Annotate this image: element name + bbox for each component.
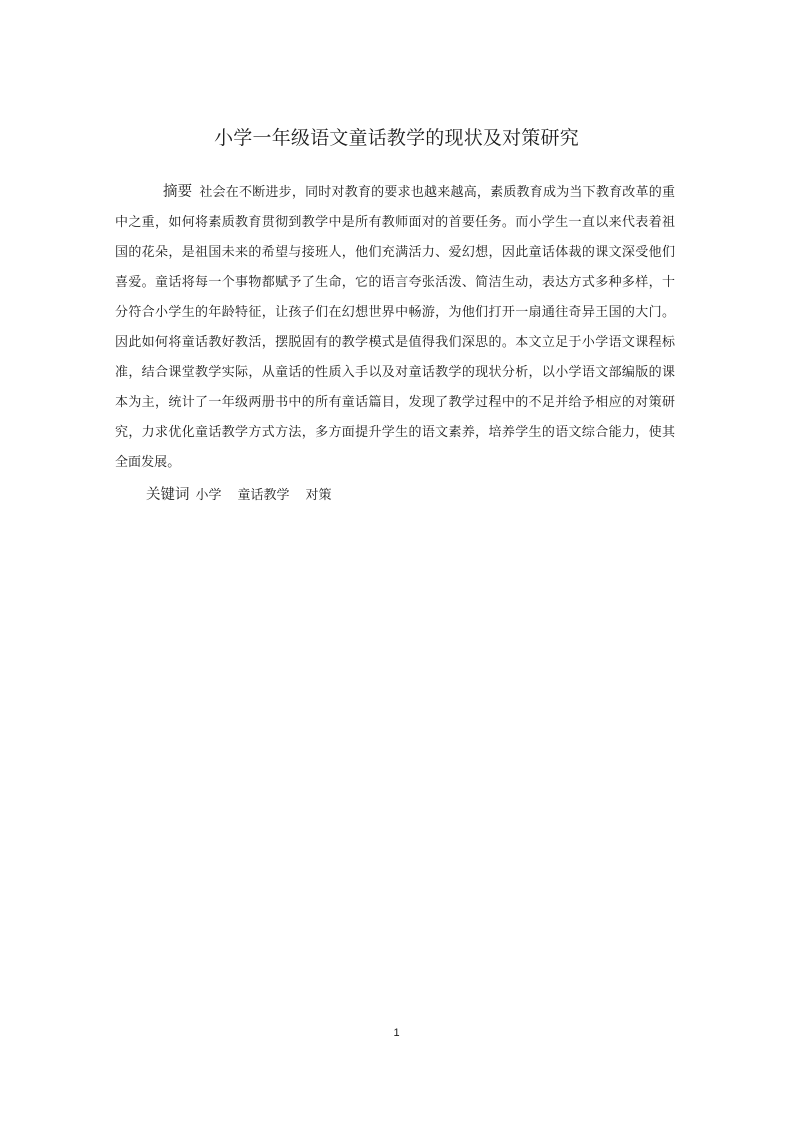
keywords-line	[146, 480, 332, 511]
keyword-item: 小学	[195, 488, 222, 503]
keywords-label: 关键词	[146, 487, 190, 503]
abstract-paragraph	[115, 177, 675, 478]
keyword-item: 童话教学	[237, 488, 290, 503]
abstract-text: 社会在不断进步，同时对教育的要求也越来越高，素质教育成为当下教育改革的重中之重，如何将素质教育贯彻到教学中是所有教师面对的首要任务。而小学生一直以来代表着祖国的花朵，是祖国未来的希望与接班人，他们充满活力、爱幻想，因此童话体裁的课文深受他们喜爱。童话将每一个事物都赋予了生命，它的语言夸张活泼、简洁生动，表达方式多种多样，十分符合小学生的年龄特征，让孩子们在幻想世界中畅游，为他们打开一扇通往奇异王国的大门。因此如何将童话教好教活，摆脱固有的教学模式是值得我们深思的。本文立足于小学语文课程标准，结合课堂教学实际，从童话的性质入手以及对童话教学的现状分析，以小学语文部编版的课本为主，统计了一年级两册书中的所有童话篇目，发现了教学过程中的不足并给予相应的对策研究，力求优化童话教学方式方法，多方面提升学生的语文素养，培养学生的语文综合能力，使其全面发展。	[115, 185, 675, 470]
abstract-label: 摘要	[163, 184, 193, 200]
keyword-item: 对策	[305, 488, 332, 503]
paper-title: 小学一年级语文童话教学的现状及对策研究	[214, 127, 579, 149]
page-number: 1	[393, 1027, 400, 1039]
